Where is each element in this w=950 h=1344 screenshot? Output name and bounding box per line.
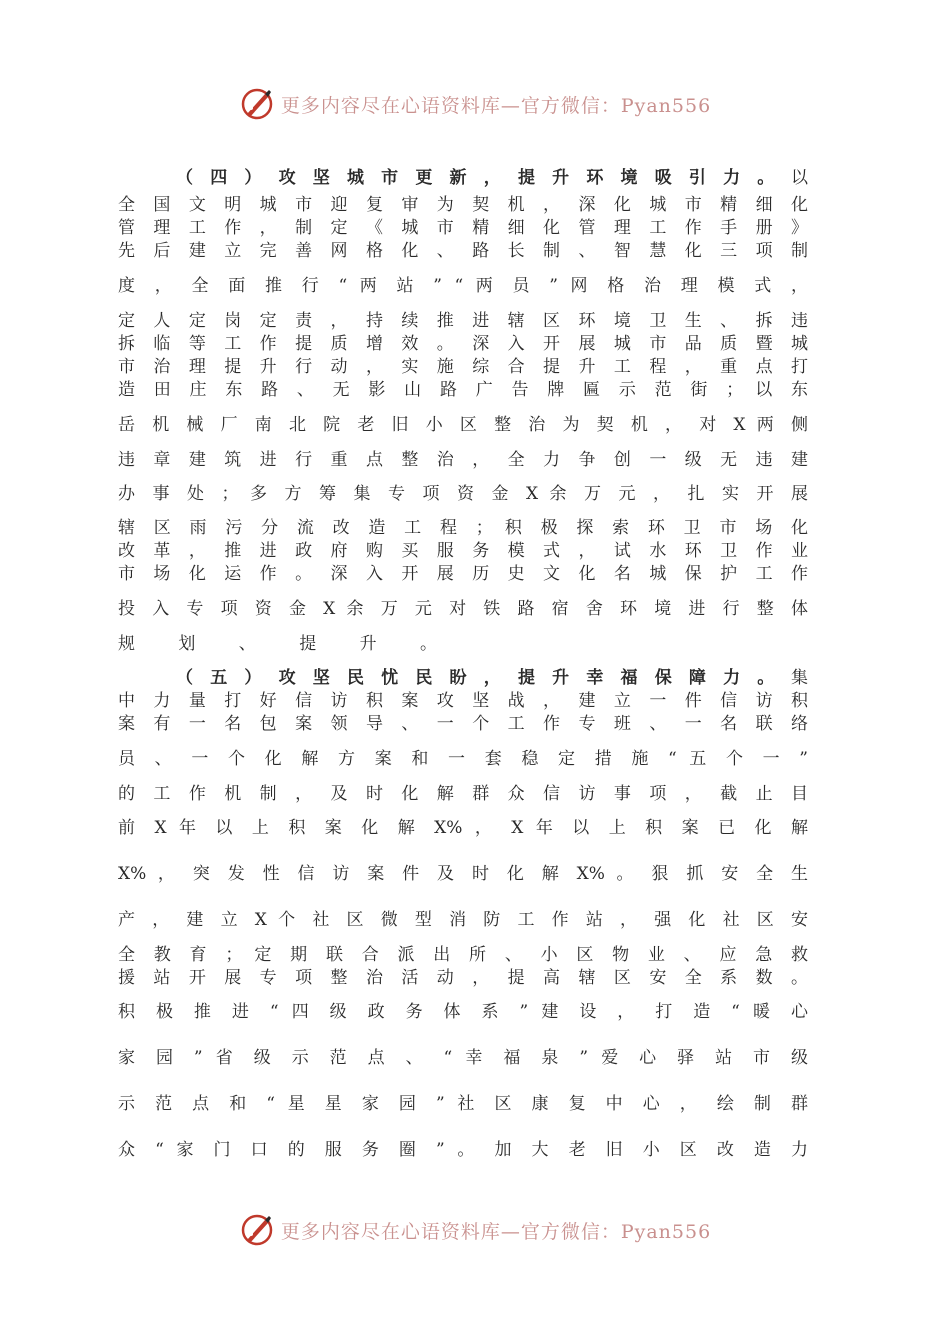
text-line xyxy=(118,1000,808,1024)
text-line xyxy=(118,216,808,240)
line-text: 市 场 化 运 作 。 深 入 开 展 历 史 文 化 名 城 保 护 工 作 xyxy=(118,564,808,584)
text-line xyxy=(118,943,808,967)
line-text: 市 治 理 提 升 行 动 ， 实 施 综 合 提 升 工 程 ， 重 点 打 xyxy=(118,357,808,377)
line-text: 办 事 处 ； 多 方 筹 集 专 项 资 金 X 余 万 元 ， 扎 实 开 展 xyxy=(118,484,808,504)
line-text: 众 “ 家 门 口 的 服 务 圈 ” 。 加 大 老 旧 小 区 改 造 力 xyxy=(118,1140,808,1160)
line-text: 集 xyxy=(779,668,808,688)
text-line xyxy=(118,516,808,540)
text-line xyxy=(118,1046,808,1070)
text-line xyxy=(118,966,808,990)
text-line xyxy=(118,666,808,690)
line-text: 以 xyxy=(779,168,808,188)
section-heading: （ 五 ） 攻 坚 民 忧 民 盼 ， 提 升 幸 福 保 障 力 。 xyxy=(176,668,780,688)
line-text: 定 人 定 岗 定 责 ， 持 续 推 进 辖 区 环 境 卫 生 、 拆 违 xyxy=(118,311,808,331)
text-line xyxy=(118,862,808,886)
text-line xyxy=(118,689,808,713)
watermark-banner-bottom xyxy=(0,1210,950,1250)
line-text: 先 后 建 立 完 善 网 格 化 、 路 长 制 、 智 慧 化 三 项 制 xyxy=(118,241,808,261)
text-line xyxy=(118,597,808,621)
text-line xyxy=(118,632,808,656)
line-text: 全 国 文 明 城 市 迎 复 审 为 契 机 ， 深 化 城 市 精 细 化 xyxy=(118,195,808,215)
line-text: 度 ， 全 面 推 行 “ 两 站 ” “ 两 员 ” 网 格 治 理 模 式 ， xyxy=(118,276,808,296)
line-text: 前 X 年 以 上 积 案 化 解 X% ， X 年 以 上 积 案 已 化 解 xyxy=(118,818,808,838)
line-text: 管 理 工 作 ， 制 定 《 城 市 精 细 化 管 理 工 作 手 册 》 xyxy=(118,218,808,238)
watermark-banner-top xyxy=(0,84,950,124)
text-line xyxy=(118,747,808,771)
text-line xyxy=(118,712,808,736)
line-text: 的 工 作 机 制 ， 及 时 化 解 群 众 信 访 事 项 ， 截 止 目 xyxy=(118,784,808,804)
line-text: 辖 区 雨 污 分 流 改 造 工 程 ； 积 极 探 索 环 卫 市 场 化 xyxy=(118,518,808,538)
watermark-text: 更多内容尽在心语资料库—官方微信：Pyan556 xyxy=(280,94,712,117)
text-line xyxy=(118,539,808,563)
line-text: 违 章 建 筑 进 行 重 点 整 治 ， 全 力 争 创 一 级 无 违 建 xyxy=(118,450,808,470)
line-text: 产 ， 建 立 X 个 社 区 微 型 消 防 工 作 站 ， 强 化 社 区 安 xyxy=(118,910,808,930)
text-line xyxy=(118,908,808,932)
text-line xyxy=(118,378,808,402)
text-line xyxy=(118,239,808,263)
text-line xyxy=(118,355,808,379)
line-text: X% ， 突 发 性 信 访 案 件 及 时 化 解 X% 。 狠 抓 安 全 生 xyxy=(118,864,808,884)
text-line xyxy=(118,332,808,356)
text-line xyxy=(118,193,808,217)
text-line xyxy=(118,413,808,437)
line-text: 家 园 ” 省 级 示 范 点 、 “ 幸 福 泉 ” 爱 心 驿 站 市 级 xyxy=(118,1048,808,1068)
line-text: 示 范 点 和 “ 星 星 家 园 ” 社 区 康 复 中 心 ， 绘 制 群 xyxy=(118,1094,808,1114)
text-line xyxy=(118,166,808,190)
line-text: 员 、 一 个 化 解 方 案 和 一 套 稳 定 措 施 “ 五 个 一 ” xyxy=(118,749,808,769)
pen-logo-icon xyxy=(239,86,275,122)
line-text: 全 教 育 ； 定 期 联 合 派 出 所 、 小 区 物 业 、 应 急 救 xyxy=(118,945,808,965)
text-line xyxy=(118,448,808,472)
line-text: 规 划 、 提 升 。 xyxy=(118,634,457,654)
line-text: 援 站 开 展 专 项 整 治 活 动 ， 提 高 辖 区 安 全 系 数 。 xyxy=(118,968,808,988)
text-line xyxy=(118,309,808,333)
line-text: 案 有 一 名 包 案 领 导 、 一 个 工 作 专 班 、 一 名 联 络 xyxy=(118,714,808,734)
pen-logo-icon xyxy=(239,1212,275,1248)
text-line xyxy=(118,562,808,586)
text-line xyxy=(118,482,808,506)
line-text: 造 田 庄 东 路 、 无 影 山 路 广 告 牌 匾 示 范 街 ； 以 东 xyxy=(118,380,808,400)
line-text: 拆 临 等 工 作 提 质 增 效 。 深 入 开 展 城 市 品 质 暨 城 xyxy=(118,334,808,354)
line-text: 投 入 专 项 资 金 X 余 万 元 对 铁 路 宿 舍 环 境 进 行 整 体 xyxy=(118,599,808,619)
watermark-text: 更多内容尽在心语资料库—官方微信：Pyan556 xyxy=(280,1220,712,1243)
text-line xyxy=(118,1138,808,1162)
text-line xyxy=(118,816,808,840)
text-line xyxy=(118,782,808,806)
line-text: 改 革 ， 推 进 政 府 购 买 服 务 模 式 ， 试 水 环 卫 作 业 xyxy=(118,541,808,561)
line-text: 岳 机 械 厂 南 北 院 老 旧 小 区 整 治 为 契 机 ， 对 X 两 侧 xyxy=(118,415,808,435)
line-text: 积 极 推 进 “ 四 级 政 务 体 系 ” 建 设 ， 打 造 “ 暖 心 xyxy=(118,1002,808,1022)
line-text: 中 力 量 打 好 信 访 积 案 攻 坚 战 ， 建 立 一 件 信 访 积 xyxy=(118,691,808,711)
text-line xyxy=(118,1092,808,1116)
text-line xyxy=(118,274,808,298)
section-heading: （ 四 ） 攻 坚 城 市 更 新 ， 提 升 环 境 吸 引 力 。 xyxy=(176,168,780,188)
